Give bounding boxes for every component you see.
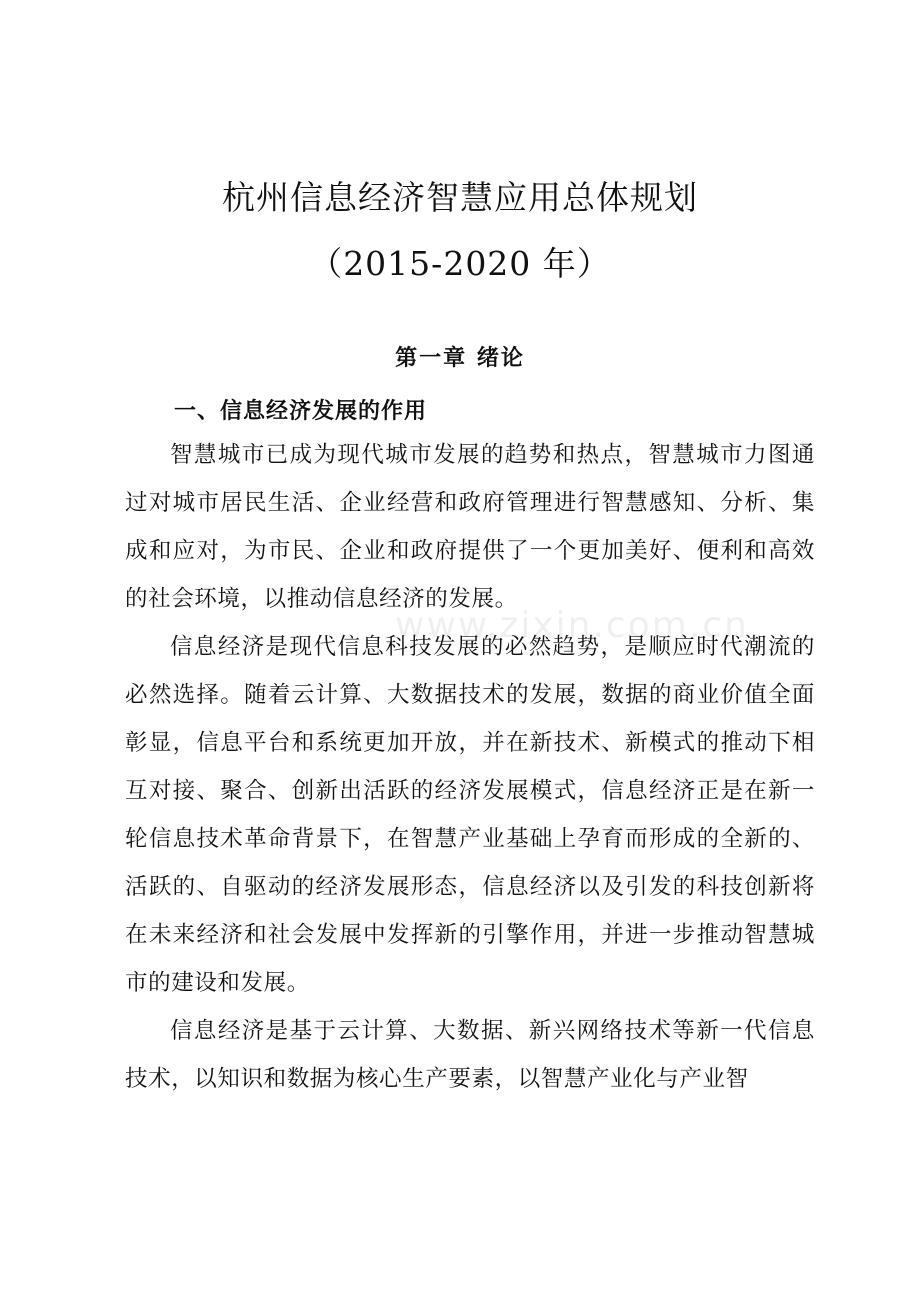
document-subtitle: （2015-2020 年）: [309, 244, 611, 283]
body-paragraph-2: 信息经济是现代信息科技发展的必然趋势，是顺应时代潮流的必然选择。随着云计算、大数据技术的发展，数据的商业价值全面彰显，信息平台和系统更加开放，并在新技术、新模式的推动下相互对接、聚合、创新出活跃的经济发展模式，信息经济正是在新一轮信息技术革命背景下，在智慧产业基础上孕育而形成的全新的、活跃的、自驱动的经济发展形态，信息经济以及引发的科技创新将在未来经济和社会发展中发挥新的引擎作用，并进一步推动智慧城市的建设和发展。: [125, 634, 815, 996]
body-paragraph-3: 信息经济是基于云计算、大数据、新兴网络技术等新一代信息技术，以知识和数据为核心生产要素，以智慧产业化与产业智: [125, 1018, 815, 1092]
watermark: www.zixin.com.cn: [395, 605, 749, 646]
body-paragraph-1: 智慧城市已成为现代城市发展的趋势和热点，智慧城市力图通过对城市居民生活、企业经营和政府管理进行智慧感知、分析、集成和应对，为市民、企业和政府提供了一个更加美好、便利和高效的社会环境，以推动信息经济的发展。: [125, 442, 815, 612]
section-heading: 一、信息经济发展的作用: [174, 399, 428, 424]
document-title: 杭州信息经济智慧应用总体规划: [222, 178, 698, 217]
chapter-heading: 第一章 绪论: [395, 346, 525, 371]
